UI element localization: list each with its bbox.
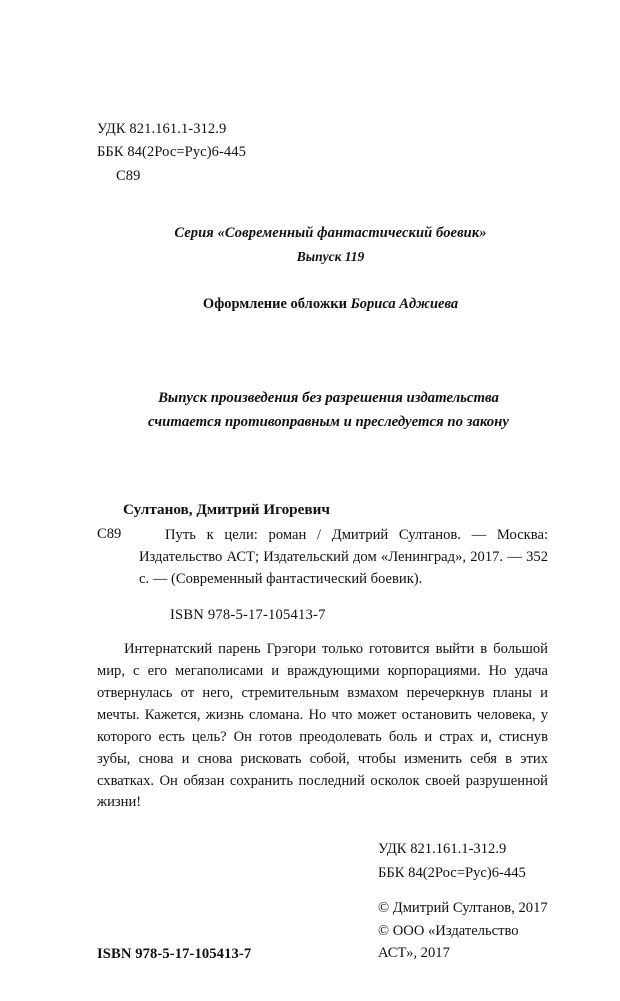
footer-udc-code: УДК 821.161.1-312.9	[378, 841, 507, 858]
record-isbn: ISBN 978-5-17-105413-7	[170, 607, 326, 624]
legal-warning-line-2: считается противоправным и преследуется по закону	[148, 414, 509, 431]
legal-warning	[97, 387, 550, 435]
footer-bbk-code: ББК 84(2Рос=Рус)6-445	[378, 864, 526, 881]
footer-copyright	[378, 897, 550, 965]
cataloguing-record	[97, 501, 550, 624]
cover-credit-name: Бориса Аджиева	[350, 296, 459, 313]
page-footer	[97, 838, 550, 965]
footer-codes	[378, 838, 550, 965]
bbk-code: ББК 84(2Рос=Рус)6-445	[97, 144, 246, 161]
book-annotation: Интернатский парень Грэгори только готовится выйти в большой мир, с его мегаполисами и враждующими корпорациями. Но удача отвернулась от него, стремительным взмахом перечеркнув планы и мечты. Кажется, жизнь сломана. Но что может остановить человека, у которого есть цель? Он готов преодолевать боль и страх и, стиснув зубы, снова и снова рисковать собой, чтобы изменить себя в этих схватках. Он обязан сохранить последний осколок своей разрушенной жизни!	[97, 641, 548, 811]
shelf-code: С89	[116, 167, 141, 184]
record-body	[97, 525, 550, 590]
record-author: Султанов, Дмитрий Игоревич	[123, 501, 330, 519]
footer-isbn: ISBN 978-5-17-105413-7	[97, 945, 252, 962]
udc-code: УДК 821.161.1-312.9	[97, 121, 227, 137]
legal-warning-line-1: Выпуск произведения без разрешения издательства	[158, 390, 499, 407]
copyright-publisher: © ООО «Издательство АСТ», 2017	[378, 922, 519, 962]
cover-credit-prefix: Оформление обложки	[202, 296, 351, 313]
classification-codes	[97, 118, 550, 188]
record-shelf-code: С89	[97, 526, 122, 543]
series-title: Серия «Современный фантастический боевик»	[174, 225, 487, 242]
record-description: Путь к цели: роман / Дмитрий Султанов. — Москва: Издательство АСТ; Издательский дом «Ленинград», 2017. — 352 с. — (Современный фантастический боевик).	[139, 527, 548, 587]
series-block	[97, 225, 550, 265]
cover-credit	[97, 296, 550, 313]
copyright-author: © Дмитрий Султанов, 2017	[378, 899, 548, 916]
series-issue: Выпуск 119	[296, 249, 365, 265]
